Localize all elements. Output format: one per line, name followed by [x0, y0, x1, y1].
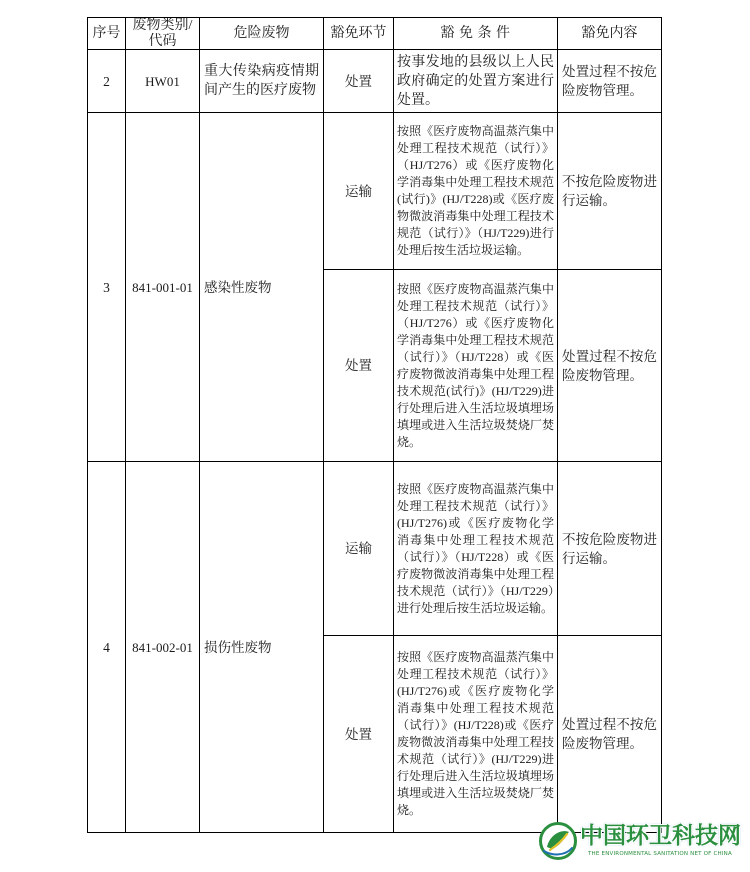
row-4-transport-content-value: 不按危险废物进行运输。	[562, 531, 657, 566]
row-4-waste-value: 损伤性废物	[204, 639, 272, 655]
header-exemption-condition	[394, 18, 558, 50]
header-exemption-content-label: 豁免内容	[581, 25, 638, 41]
row-2-code-value: HW01	[145, 73, 180, 89]
watermark-site-name: 中国环卫科技网	[580, 823, 741, 849]
row-3-transport-condition-value: 按照《医疗废物高温蒸汽集中处理工程技术规范（试行）》（HJ/T276）或《医疗废物化学消毒集中处理工程技术规范(试行)》(HJ/T228)或《医疗废物微波消毒集中处理工程技术规范（试行）》（HJ/T229)进行处理后按生活垃圾运输。	[397, 124, 554, 257]
row-3-disposal-condition	[394, 270, 558, 462]
header-hazardous-waste-label: 危险废物	[233, 25, 290, 41]
watermark-site-subtitle: THE ENVIRONMENTAL SANITATION NET OF CHINA	[588, 851, 732, 857]
row-3-transport-stage	[324, 113, 394, 270]
row-2-content-value: 处置过程不按危险废物管理。	[562, 64, 657, 98]
row-4-disposal-condition	[394, 636, 558, 833]
row-3-code	[126, 113, 200, 462]
row-4-disposal-content	[558, 636, 662, 833]
row-4-transport-condition	[394, 462, 558, 636]
row-3-transport-stage-value: 运输	[345, 183, 372, 199]
header-category-code	[126, 18, 200, 50]
row-3-disposal-content	[558, 270, 662, 462]
row-2-waste-value: 重大传染病疫情期间产生的医疗废物	[204, 64, 319, 98]
row-4-disposal-stage	[324, 636, 394, 833]
header-sequence	[88, 18, 126, 50]
row-3-disposal-content-value: 处置过程不按危险废物管理。	[562, 348, 657, 383]
row-3-code-value: 841-001-01	[132, 279, 193, 295]
row-3-sequence-value: 3	[103, 279, 110, 295]
row-3-waste-value: 感染性废物	[204, 279, 272, 295]
row-4-waste	[200, 462, 324, 833]
row-4-sequence-value: 4	[103, 639, 110, 655]
row-3-transport-content	[558, 113, 662, 270]
hazardous-waste-exemption-table	[87, 17, 662, 833]
row-3-disposal-condition-value: 按照《医疗废物高温蒸汽集中处理工程技术规范（试行）》（HJ/T276）或《医疗废物化学消毒集中处理工程技术规范（试行）》（HJ/T228）或《医疗废物微波消毒集中处理工程技术规范(试行)》(HJ/T229)进行处理后进入生活垃圾填埋场填埋或进入生活垃圾焚烧厂焚烧。	[397, 281, 554, 449]
header-sequence-label: 序号	[92, 25, 121, 41]
header-category-label-line1: 废物类别/	[132, 18, 193, 33]
row-4-disposal-condition-value: 按照《医疗废物高温蒸汽集中处理工程技术规范（试行）》(HJ/T276)或《医疗废物化学消毒集中处理工程技术规范（试行）》(HJ/T228)或《医疗废物微波消毒集中处理工程技术规范（试行）》(HJ/T229)进行处理后进入生活垃圾填埋场填埋或进入生活垃圾焚烧厂焚烧。	[397, 650, 554, 817]
row-2-condition-value: 按事发地的县级以上人民政府确定的处置方案进行处置。	[397, 54, 554, 108]
row-2-stage-value: 处置	[345, 73, 372, 89]
header-hazardous-waste	[200, 18, 324, 50]
site-watermark	[536, 818, 748, 866]
row-3-transport-content-value: 不按危险废物进行运输。	[562, 174, 657, 208]
row-4-transport-stage-value: 运输	[345, 541, 372, 556]
row-3-disposal-stage-value: 处置	[345, 358, 372, 373]
row-3-transport-condition	[394, 113, 558, 270]
row-2-sequence-value: 2	[103, 73, 110, 89]
row-4-code	[126, 462, 200, 833]
row-4-sequence	[88, 462, 126, 833]
header-exemption-condition-label: 豁 免 条 件	[440, 25, 511, 41]
row-2-stage	[324, 50, 394, 113]
row-4-code-value: 841-002-01	[132, 639, 193, 655]
leaf-circle-logo-icon	[538, 821, 578, 861]
row-2-content	[558, 50, 662, 113]
header-exemption-stage	[324, 18, 394, 50]
row-3-waste	[200, 113, 324, 462]
row-4-disposal-content-value: 处置过程不按危险废物管理。	[562, 717, 657, 751]
row-4-disposal-stage-value: 处置	[345, 726, 372, 742]
row-4-transport-stage	[324, 462, 394, 636]
row-3-disposal-stage	[324, 270, 394, 462]
row-2-sequence	[88, 50, 126, 113]
row-2-condition	[394, 50, 558, 113]
row-3-sequence	[88, 113, 126, 462]
row-4-transport-condition-value: 按照《医疗废物高温蒸汽集中处理工程技术规范（试行）》(HJ/T276)或《医疗废物化学消毒集中处理工程技术规范（试行）》（HJ/T228）或《医疗废物微波消毒集中处理工程技术规范（试行）》（HJ/T229）进行处理后按生活垃圾运输。	[397, 481, 554, 615]
header-category-label-line2: 代码	[148, 33, 177, 49]
header-exemption-stage-label: 豁免环节	[330, 25, 387, 41]
row-2-code	[126, 50, 200, 113]
header-exemption-content	[558, 18, 662, 50]
row-2-waste	[200, 50, 324, 113]
row-4-transport-content	[558, 462, 662, 636]
